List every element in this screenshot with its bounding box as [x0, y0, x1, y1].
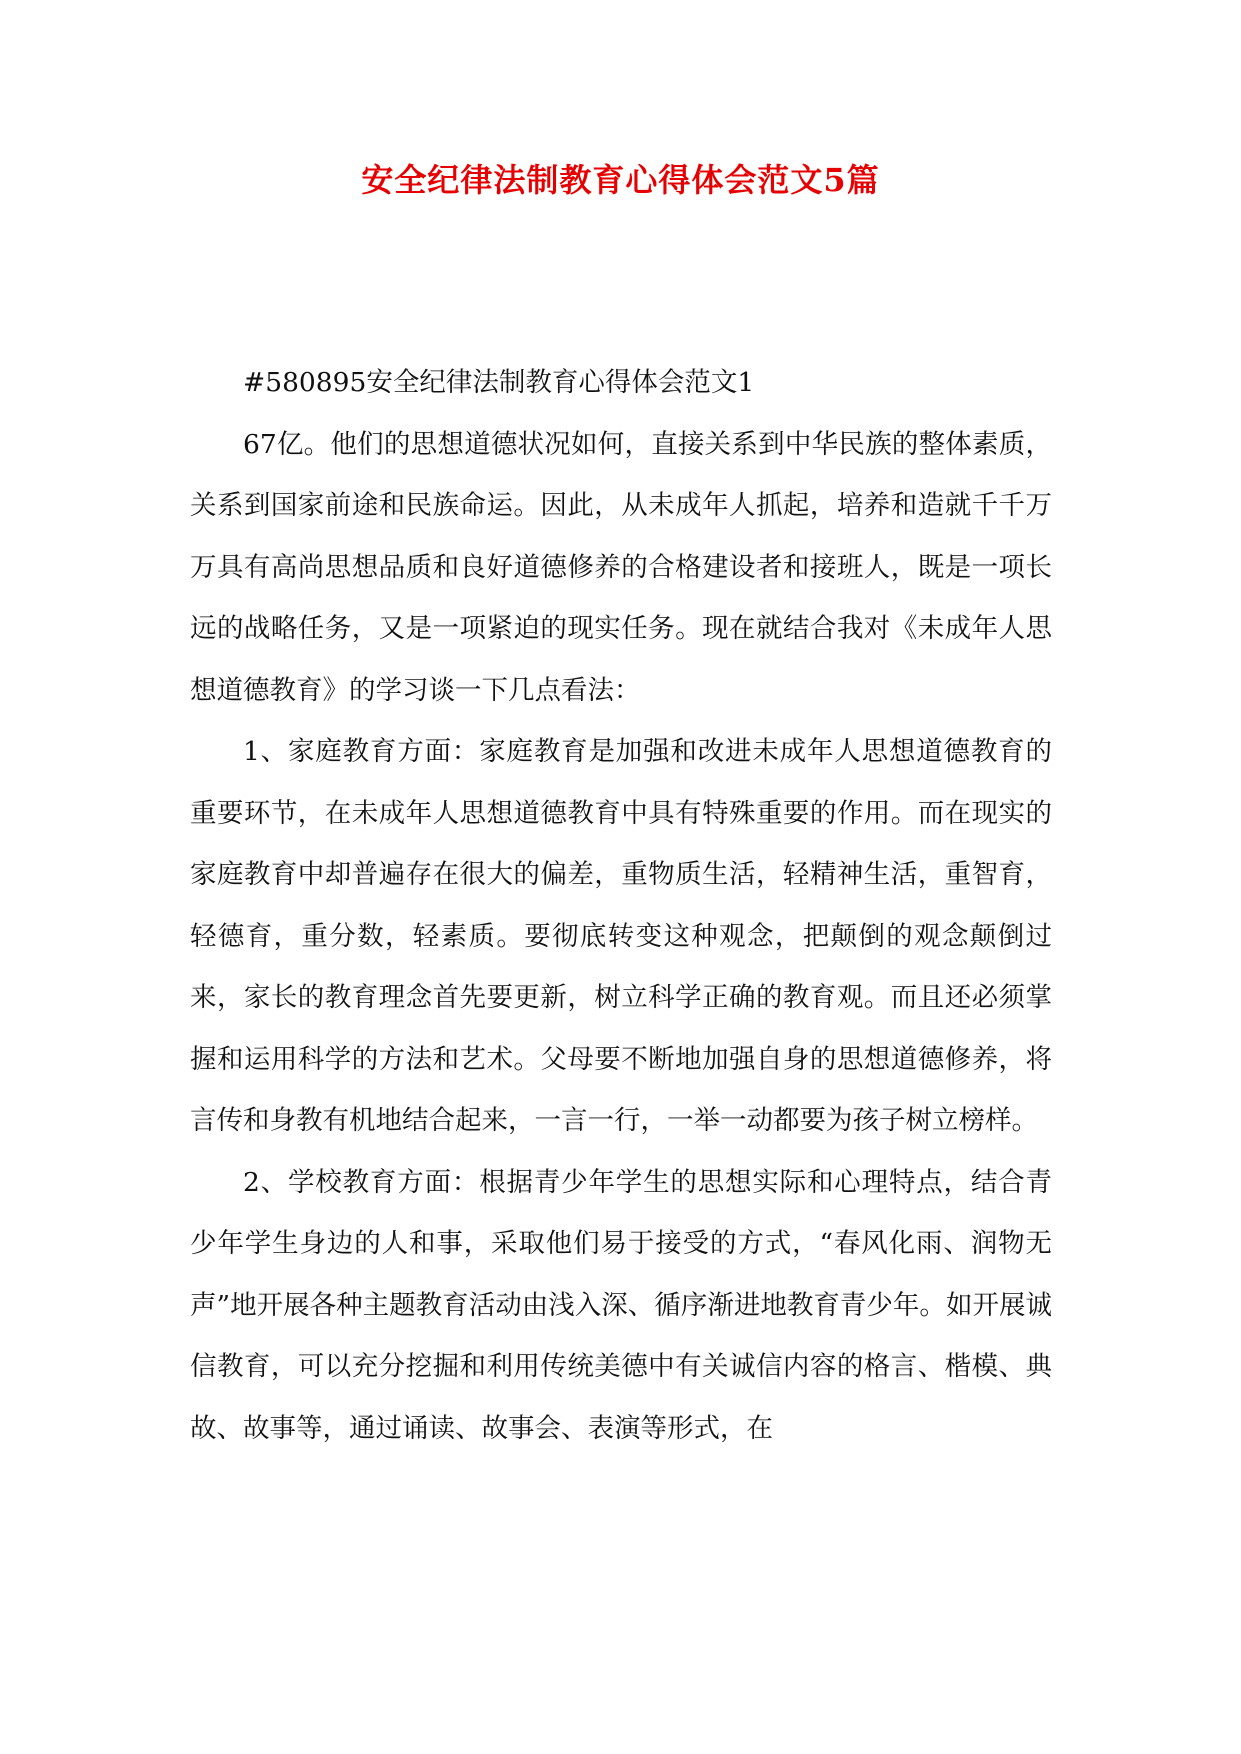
paragraph-school-education: 2、学校教育方面：根据青少年学生的思想实际和心理特点，结合青少年学生身边的人和事，采取他们易于接受的方式，“春风化雨、润物无声”地开展各种主题教育活动由浅入深、循序渐进地教育青少年。如开展诚信教育，可以充分挖掘和利用传统美德中有关诚信内容的格言、楷模、典故、故事等，通过诵读、故事会、表演等形式，在 [190, 1166, 1052, 1444]
paragraph-intro: 67亿。他们的思想道德状况如何，直接关系到中华民族的整体素质，关系到国家前途和民族命运。因此，从未成年人抓起，培养和造就千千万万具有高尚思想品质和良好道德修养的合格建设者和接班人，既是一项长远的战略任务，又是一项紧迫的现实任务。现在就结合我对《未成年人思想道德教育》的学习谈一下几点看法： [190, 428, 1052, 706]
paragraph-family-education: 1、家庭教育方面：家庭教育是加强和改进未成年人思想道德教育的重要环节，在未成年人思想道德教育中具有特殊重要的作用。而在现实的家庭教育中却普遍存在很大的偏差，重物质生活，轻精神生活，重智育，轻德育，重分数，轻素质。要彻底转变这种观念，把颠倒的观念颠倒过来，家长的教育理念首先要更新，树立科学正确的教育观。而且还必须掌握和运用科学的方法和艺术。父母要不断地加强自身的思想道德修养，将言传和身教有机地结合起来，一言一行，一举一动都要为孩子树立榜样。 [190, 736, 1052, 1136]
document-title: 安全纪律法制教育心得体会范文5篇 [361, 161, 880, 199]
document-body [190, 352, 1052, 1459]
section-heading: #580895安全纪律法制教育心得体会范文1 [243, 367, 755, 398]
